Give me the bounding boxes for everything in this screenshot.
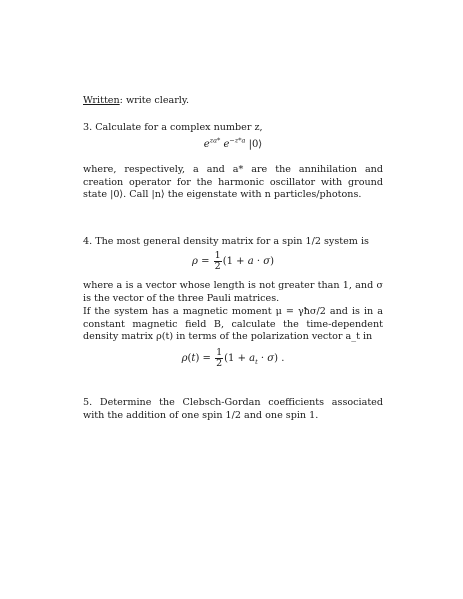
written-label: Written [83, 95, 120, 106]
problem-4-text-1: where a is a vector whose length is not greater than 1, and σ is the vector of the three Pauli matrices. [83, 280, 383, 304]
problem-5-text: 5. Determine the Clebsch-Gordan coefficients associated with the addition of one spin 1/2 and one spin 1. [83, 397, 383, 421]
problem-4-text-2: If the system has a magnetic moment μ = γħσ/2 and is in a constant magnetic field B, calculate the time-dependent density matrix ρ(t) in terms of the polarization vector a_t in [83, 306, 383, 343]
problem-4-equation-1: ρ = $\frac{1}{2}$ (1 + a · σ) [192, 250, 274, 272]
header-line [83, 95, 383, 108]
header-text: : write clearly. [119, 95, 190, 106]
problem-3-equation: $e^{za*}$ $e^{-z*a}$ |0⟩ [203, 136, 263, 150]
problem-4-equation-2: ρ(t) = $\frac{1}{2}$ $(1 + a_t \cdot \sigma)$ . [181, 347, 285, 369]
problem-4-intro: 4. The most general density matrix for a spin 1/2 system is [83, 236, 369, 247]
problem-3-intro: 3. Calculate for a complex number z, [83, 122, 263, 133]
problem-3-text: where, respectively, a and a* are the annihilation and creation operator for the harmonic oscillator with ground state |0⟩. Call |n⟩ the eigenstate with n particles/photons. [83, 164, 383, 201]
